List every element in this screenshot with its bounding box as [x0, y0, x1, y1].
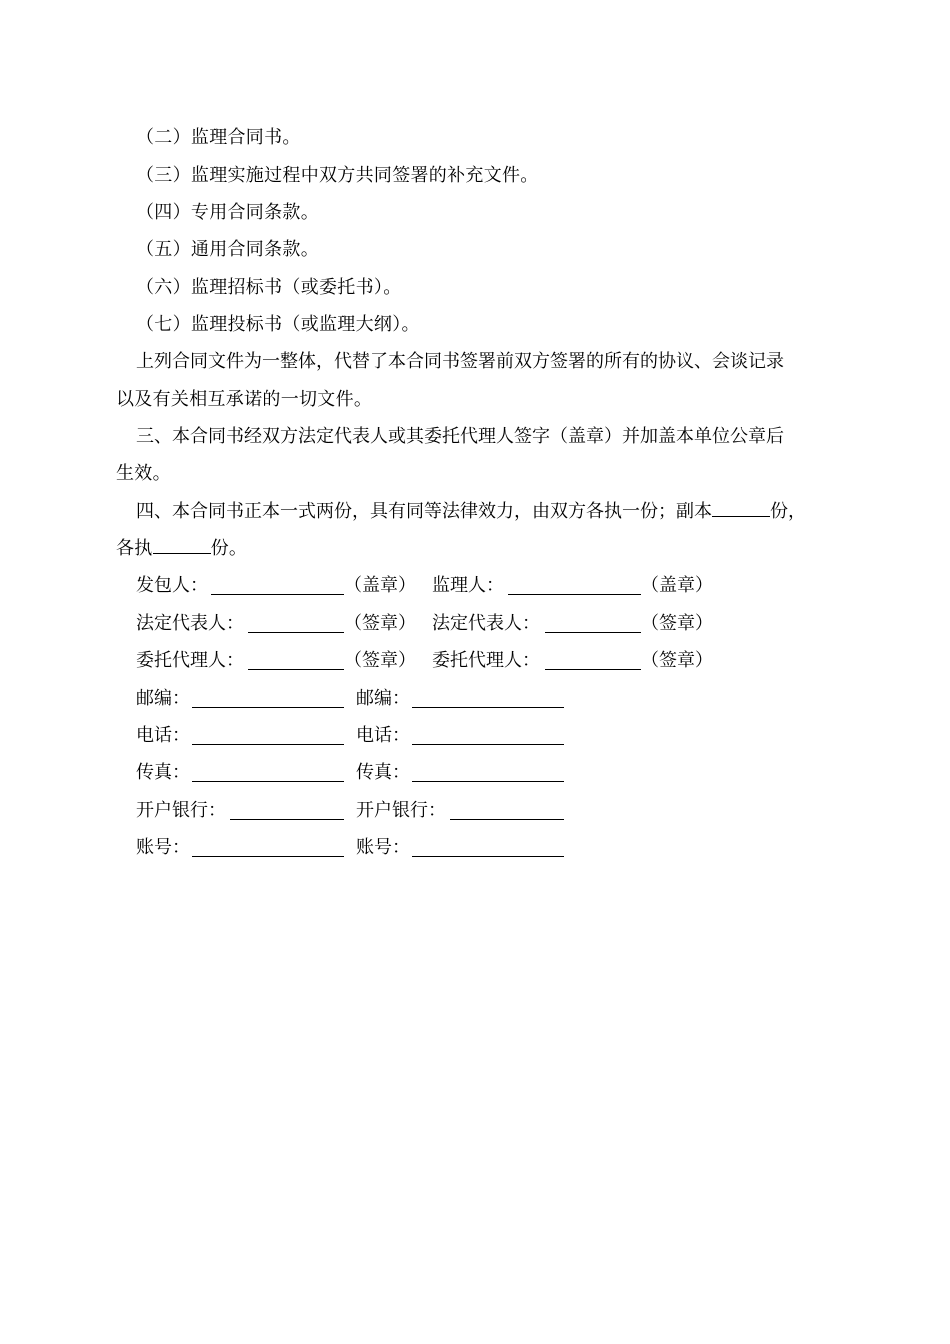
paragraph-text: 份，: [770, 501, 806, 522]
signature-label: （签章）: [344, 650, 416, 671]
phone-field[interactable]: [192, 728, 344, 745]
agent-field[interactable]: [545, 653, 641, 670]
list-item: （六）监理招标书（或委托书）。: [136, 277, 402, 298]
postcode-label: 邮编：: [356, 688, 410, 709]
supervisor-field[interactable]: [508, 578, 641, 595]
signature-label: （签章）: [641, 650, 713, 671]
postcode-field[interactable]: [192, 691, 344, 708]
paragraph-line: 三、本合同书经双方法定代表人或其委托代理人签字（盖章）并加盖本单位公章后: [136, 426, 784, 447]
legal-rep-field[interactable]: [545, 616, 641, 633]
bank-field[interactable]: [450, 803, 564, 820]
paragraph-line: 以及有关相互承诺的一切文件。: [116, 389, 373, 410]
account-field[interactable]: [412, 840, 564, 857]
list-item: （七）监理投标书（或监理大纲）。: [136, 314, 420, 335]
account-label: 账号：: [136, 837, 190, 858]
list-item: （三）监理实施过程中双方共同签署的补充文件。: [136, 165, 539, 186]
paragraph-text: 各执: [116, 538, 153, 559]
bank-label: 开户银行：: [136, 800, 226, 821]
employer-field[interactable]: [211, 578, 344, 595]
sign-row-account: [0, 836, 950, 860]
bank-field[interactable]: [230, 803, 344, 820]
fax-field[interactable]: [412, 765, 564, 782]
fax-label: 传真：: [136, 762, 190, 783]
phone-label: 电话：: [136, 725, 190, 746]
seal-label: （盖章）: [344, 575, 416, 596]
sign-row-phone: [0, 724, 950, 748]
paragraph-text: 份。: [210, 538, 248, 559]
phone-field[interactable]: [412, 728, 564, 745]
postcode-field[interactable]: [412, 691, 564, 708]
sign-row-party: [0, 574, 950, 598]
copies-each-blank[interactable]: [153, 537, 211, 554]
sign-row-legal-rep: [0, 612, 950, 636]
list-item: （四）专用合同条款。: [136, 202, 319, 223]
agent-label: 委托代理人：: [136, 650, 244, 671]
paragraph-line: 生效。: [116, 463, 171, 484]
agent-label: 委托代理人：: [432, 650, 540, 671]
list-item: （五）通用合同条款。: [136, 239, 319, 260]
signature-label: （签章）: [344, 613, 416, 634]
bank-label: 开户银行：: [356, 800, 446, 821]
postcode-label: 邮编：: [136, 688, 190, 709]
phone-label: 电话：: [356, 725, 410, 746]
legal-rep-label: 法定代表人：: [136, 613, 244, 634]
employer-label: 发包人：: [136, 575, 208, 596]
sign-row-fax: [0, 761, 950, 785]
paragraph-line: [136, 500, 806, 524]
sign-row-postcode: [0, 687, 950, 711]
seal-label: （盖章）: [641, 575, 713, 596]
sign-row-agent: [0, 649, 950, 673]
list-item: （二）监理合同书。: [136, 127, 301, 148]
account-field[interactable]: [192, 840, 344, 857]
account-label: 账号：: [356, 837, 410, 858]
legal-rep-field[interactable]: [248, 616, 344, 633]
fax-field[interactable]: [192, 765, 344, 782]
paragraph-line: 上列合同文件为一整体，代替了本合同书签署前双方签署的所有的协议、会谈记录: [136, 351, 784, 372]
legal-rep-label: 法定代表人：: [432, 613, 540, 634]
sign-row-bank: [0, 799, 950, 823]
signature-label: （签章）: [641, 613, 713, 634]
fax-label: 传真：: [356, 762, 410, 783]
copies-blank[interactable]: [712, 500, 770, 517]
agent-field[interactable]: [248, 653, 344, 670]
paragraph-line: [116, 537, 247, 561]
paragraph-text: 四、本合同书正本一式两份，具有同等法律效力，由双方各执一份；副本: [136, 501, 712, 522]
supervisor-label: 监理人：: [432, 575, 504, 596]
